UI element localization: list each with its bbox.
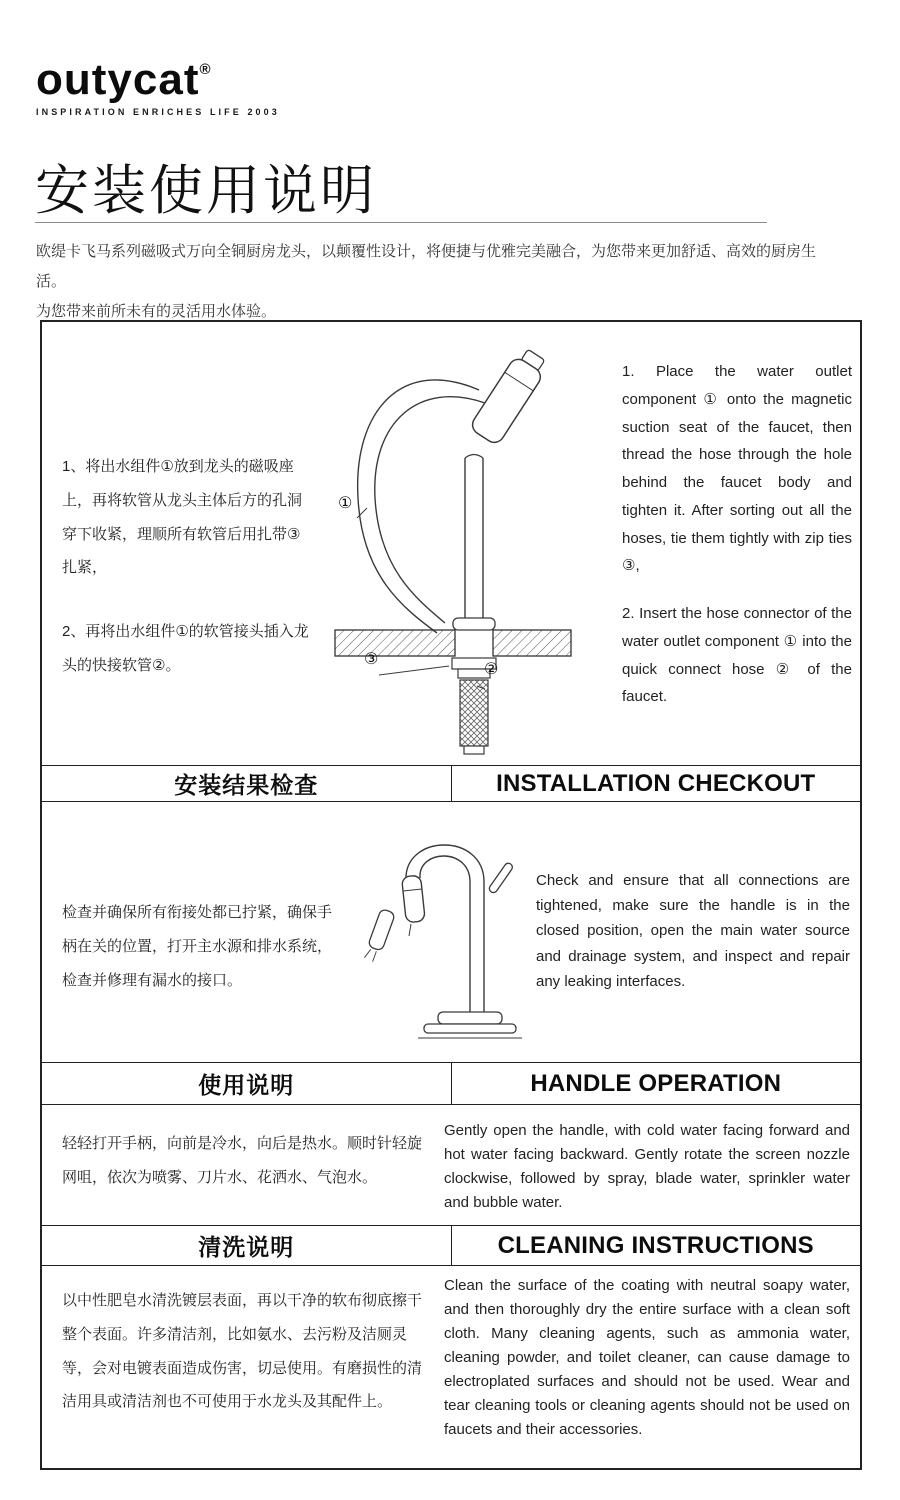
operation-header-band (42, 1062, 860, 1105)
brand-tagline: INSPIRATION ENRICHES LIFE 2003 (36, 107, 280, 117)
intro-line-1: 欧缇卡飞马系列磁吸式万向全铜厨房龙头，以颠覆性设计，将便捷与优雅完美融合，为您带来更加舒适、高效的厨房生活。 (36, 243, 817, 290)
installation-step2-en: 2. Insert the hose connector of the water outlet component ① into the quick connect hose ② of the faucet. (622, 605, 852, 706)
installation-step1-zh: 1、将出水组件①放到龙头的磁吸座上，再将软管从龙头主体后方的孔洞穿下收紧，理顺所有软管后用扎带③扎紧， (62, 458, 303, 577)
installation-steps-zh (62, 450, 310, 683)
instruction-table (40, 320, 862, 1470)
faucet-installation-diagram (327, 340, 577, 755)
cleaning-body-zh: 以中性肥皂水清洗镀层表面，再以干净的软布彻底擦干整个表面。许多清洁剂，比如氨水、去污粉及洁厕灵等，会对电镀表面造成伤害，切忌使用。有磨损性的清洁用具或清洁剂也不可使用于水龙头及其配件上。 (62, 1292, 423, 1411)
checkout-body-en: Check and ensure that all connections are tightened, make sure the handle is in the closed position, open the main water source and drainage system, and inspect and repair any leaking interfaces. (536, 872, 850, 990)
operation-title-en: HANDLE OPERATION (451, 1063, 861, 1104)
title-underline (35, 222, 767, 223)
faucet-checkout-diagram (360, 820, 545, 1045)
intro-line-2: 为您带来前所未有的灵活用水体验。 (36, 303, 277, 320)
brand-name: outycat (36, 55, 200, 104)
cleaning-body-en: Clean the surface of the coating with neutral soapy water, and then thoroughly dry the entire surface with a clean soft cloth. Many cleaning agents, such as ammonia water, cleaning powder, and toilet cleaner, can cause damage to electroplated surfaces and should not be used. Wear and tear cleaning tools or cleaning agents should not be used on faucets and their accessories. (444, 1277, 850, 1438)
checkout-title-en: INSTALLATION CHECKOUT (451, 766, 861, 801)
checkout-body-zh: 检查并确保所有衔接处都已拧紧，确保手柄在关的位置，打开主水源和排水系统，检查并修理有漏水的接口。 (62, 904, 333, 989)
brand-logo-text (36, 55, 280, 104)
callout-3-label: ③ (364, 651, 379, 668)
intro-text (36, 237, 841, 327)
installation-step2-zh: 2、再将出水组件①的软管接头插入龙头的快接软管②。 (62, 623, 309, 674)
faucet-installation-drawing (327, 340, 577, 755)
operation-body-en: Gently open the handle, with cold water facing forward and hot water facing backward. Gently rotate the screen nozzle clockwise, followed by spray, blade water, sprinkler water and bubble water. (444, 1122, 850, 1211)
cleaning-section (42, 1266, 860, 1468)
callout-1-label: ① (338, 495, 353, 512)
cleaning-header-band (42, 1225, 860, 1266)
installation-section (42, 322, 860, 765)
checkout-section (42, 802, 860, 1062)
operation-section (42, 1105, 860, 1225)
installation-step1-en: 1. Place the water outlet component ① onto the magnetic suction seat of the faucet, then thread the hose through the hole behind the faucet body and tighten it. After sorting out all the hoses, tie them tightly with zip ties ③, (622, 363, 852, 575)
callout-2-label: ② (484, 661, 499, 678)
cleaning-title-en: CLEANING INSTRUCTIONS (451, 1226, 861, 1265)
operation-body-zh: 轻轻打开手柄，向前是冷水，向后是热水。顺时针轻旋网咀，依次为喷雾、刀片水、花洒水、气泡水。 (62, 1135, 423, 1186)
brand-logo (36, 55, 280, 117)
checkout-title-zh: 安装结果检查 (174, 772, 319, 798)
page-title: 安装使用说明 (35, 161, 377, 221)
checkout-header-band (42, 765, 860, 802)
operation-title-zh: 使用说明 (198, 1072, 295, 1098)
registered-trademark-icon: ® (199, 61, 212, 78)
cleaning-title-zh: 清洗说明 (198, 1234, 295, 1260)
installation-steps-en (622, 358, 852, 711)
faucet-checkout-drawing (360, 820, 545, 1045)
